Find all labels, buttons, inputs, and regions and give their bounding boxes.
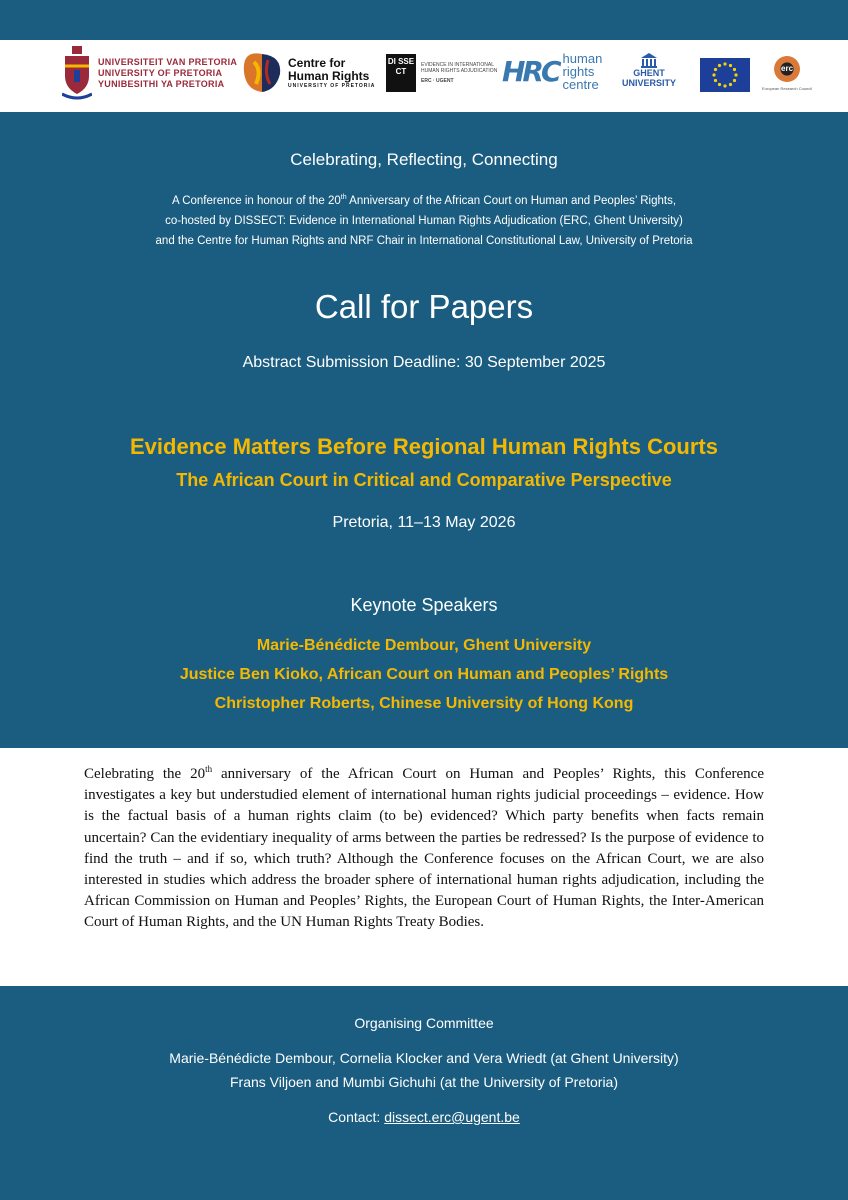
up-line-2: UNIVERSITY OF PRETORIA — [98, 67, 223, 78]
submission-deadline: Abstract Submission Deadline: 30 September 2025 — [242, 354, 606, 371]
chr-line-2: Human Rights — [288, 69, 370, 83]
intro-line-2: co-hosted by DISSECT: Evidence in International Human Rights Adjudication (ERC, Ghent University) — [165, 214, 683, 227]
erc-mark: erc — [772, 54, 802, 84]
conference-title: Evidence Matters Before Regional Human Rights Courts — [130, 434, 718, 459]
dissect-logo — [386, 54, 501, 92]
intro-line-3: and the Centre for Human Rights and NRF Chair in International Constitutional Law, University of Pretoria — [155, 234, 693, 247]
pretoria-crest-icon — [62, 46, 92, 100]
chr-sub: UNIVERSITY OF PRETORIA — [288, 83, 376, 89]
intro-line-1-a: A Conference in honour of the 20 — [171, 194, 341, 207]
ghent-building-icon — [639, 52, 659, 68]
up-line-3: YUNIBESITHI YA PRETORIA — [98, 78, 225, 89]
committee-line-1: Marie-Bénédicte Dembour, Cornelia Klocker and Vera Wriedt (at Ghent University) — [169, 1050, 679, 1066]
committee-heading: Organising Committee — [354, 1015, 494, 1031]
hrc-line-1: human — [562, 51, 603, 66]
description-part-2: anniversary of the African Court on Human and Peoples’ Rights, this Conference investigates a key but understudied element of international human rights judicial proceedings – evidence. How is the factual basis of a human rights claim (to be) evidenced? Which party benefits when facts remain uncertain? Can the evidentiary inequality of arms between the parties be redressed? Is the purpose of evidence to find the truth – and if so, which truth? Although the Conference focuses on the African Court, we are also interested in studies which address the broader sphere of international human rights adjudication, including the African Commission on Human and Peoples’ Rights, the European Court of Human Rights, the Inter-American Court of Human Rights, and the UN Human Rights Treaty Bodies. — [84, 766, 764, 931]
eu-flag-icon — [700, 58, 750, 92]
description-part-1: Celebrating the 20 — [84, 766, 206, 782]
description-text — [84, 764, 764, 934]
hrc-mark: HRC — [502, 55, 559, 88]
conference-subtitle: The African Court in Critical and Comparative Perspective — [176, 470, 672, 490]
dissect-small: ERC · UGENT — [421, 78, 454, 84]
logo-strip — [0, 40, 848, 112]
hrc-line-2: rights — [562, 64, 595, 79]
ghent-line-1: GHENT — [633, 68, 665, 78]
intro-line-1-b: Anniversary of the African Court on Human and Peoples’ Rights, — [346, 194, 677, 207]
description-section — [0, 748, 848, 986]
ghent-university-logo — [622, 52, 676, 88]
contact-label: Contact: — [328, 1109, 385, 1125]
hrc-line-3: centre — [562, 77, 599, 92]
ghent-line-2: UNIVERSITY — [622, 78, 677, 88]
tagline: Celebrating, Reflecting, Connecting — [290, 150, 558, 169]
call-for-papers-title: Call for Papers — [314, 288, 534, 325]
contact-email-link[interactable]: dissect.erc@ugent.be — [384, 1109, 520, 1125]
keynote-speaker: Justice Ben Kioko, African Court on Human and Peoples’ Rights — [179, 666, 669, 683]
intro-line-1 — [0, 188, 848, 211]
committee-line-2: Frans Viljoen and Mumbi Gichuhi (at the University of Pretoria) — [229, 1074, 618, 1090]
keynote-heading: Keynote Speakers — [350, 595, 498, 615]
dissect-mark: DI SSE CT — [386, 54, 416, 92]
up-line-1: UNIVERSITEIT VAN PRETORIA — [98, 56, 238, 67]
centre-for-human-rights-logo — [240, 50, 375, 96]
keynote-speaker: Christopher Roberts, Chinese University of Hong Kong — [214, 695, 634, 712]
conference-place-date: Pretoria, 11–13 May 2026 — [332, 514, 516, 531]
intro-line-1-sup: th — [340, 194, 347, 201]
logo-bar — [0, 0, 848, 112]
description-sup: th — [205, 764, 213, 774]
university-of-pretoria-logo — [62, 46, 237, 100]
keynote-speaker: Marie-Bénédicte Dembour, Ghent University — [256, 637, 592, 654]
erc-logo — [762, 54, 812, 91]
intro-text — [0, 188, 848, 251]
chr-line-1: Centre for — [288, 56, 346, 70]
human-rights-centre-logo — [502, 52, 602, 91]
butterfly-icon — [240, 50, 284, 96]
contact — [0, 1108, 848, 1126]
dissect-caption: EVIDENCE IN INTERNATIONAL HUMAN RIGHTS ADJUDICATION — [421, 62, 498, 74]
eu-flag-logo — [700, 58, 750, 92]
erc-caption: European Research Council — [762, 86, 813, 91]
